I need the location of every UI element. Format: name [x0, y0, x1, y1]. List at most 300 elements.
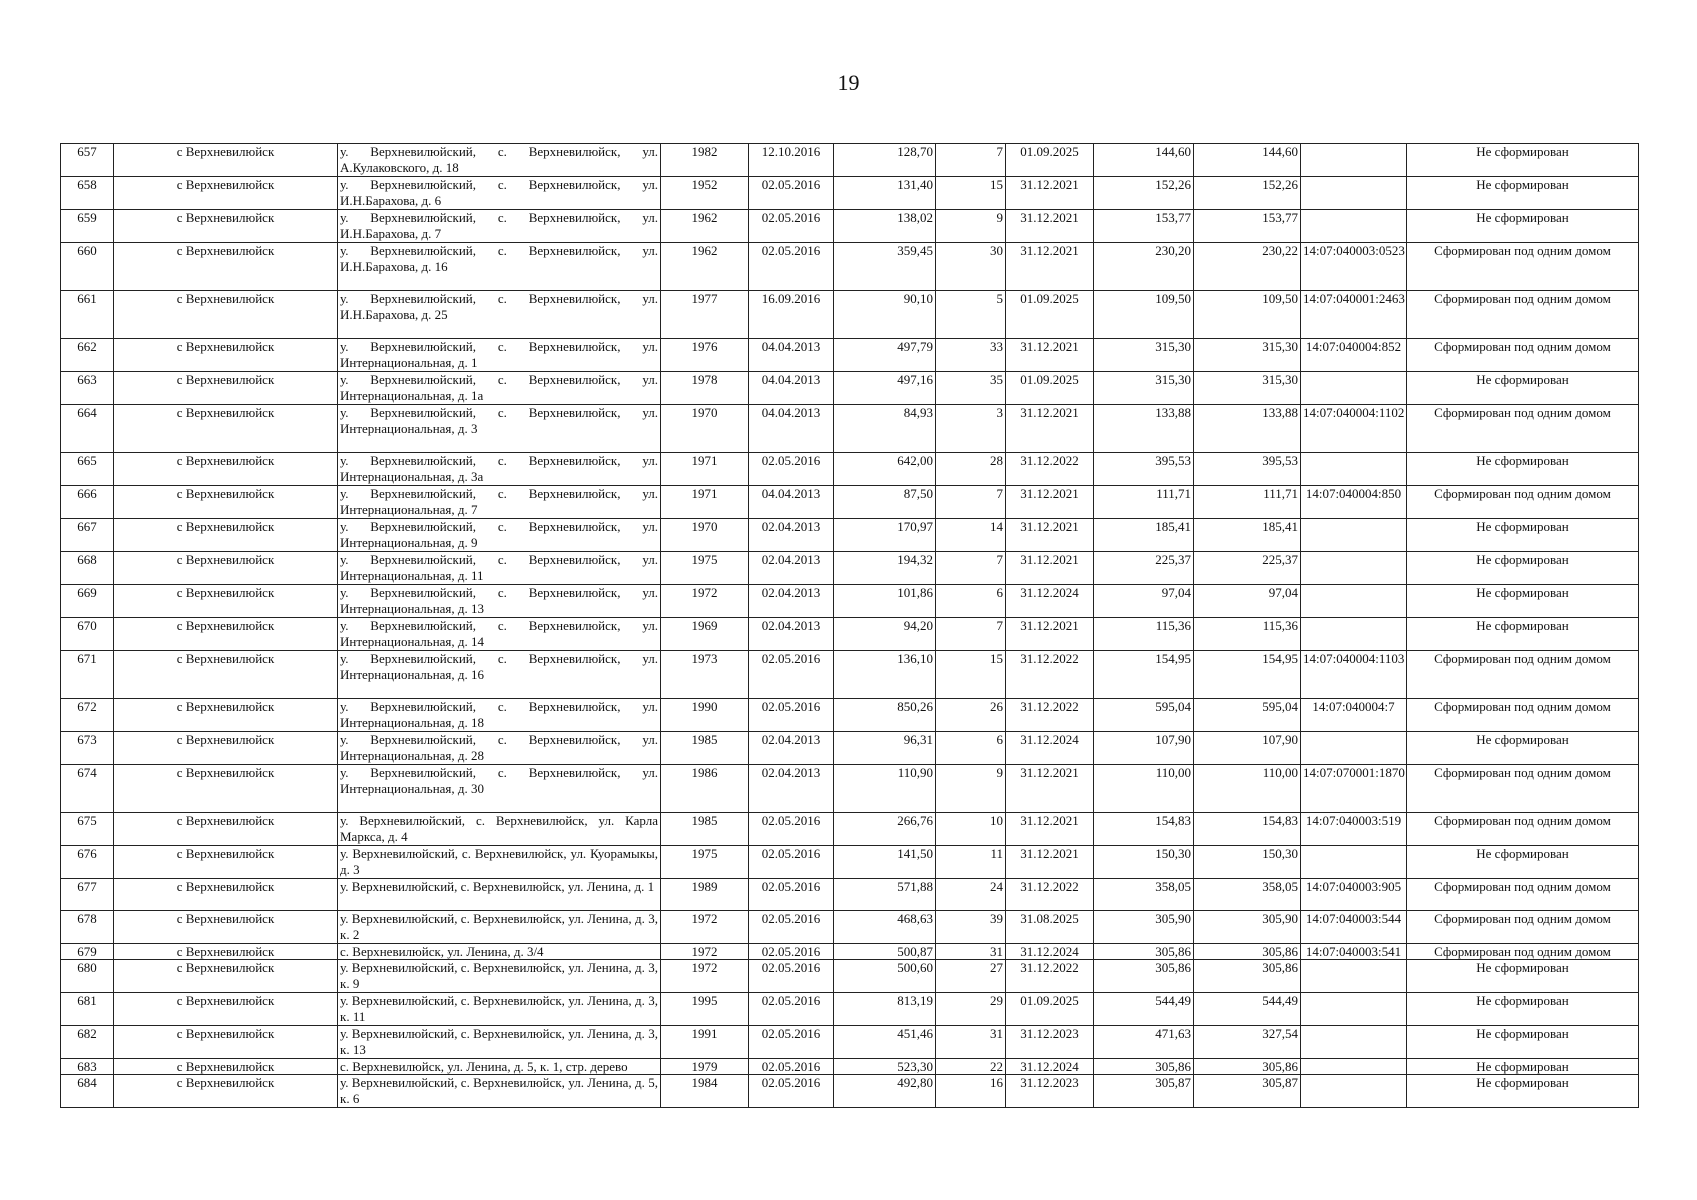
cell-status: Не сформирован: [1407, 177, 1639, 210]
cell-build-year: 1962: [661, 243, 749, 291]
table-row: [61, 846, 1639, 879]
cell-locality: с Верхневилюйск: [114, 993, 338, 1026]
cell-build-year: 1952: [661, 177, 749, 210]
cell-build-year: 1985: [661, 813, 749, 846]
cell-due-date: 31.12.2024: [1006, 732, 1094, 765]
cell-cadastral-number: [1301, 552, 1407, 585]
cell-amount-2: 154,83: [1194, 813, 1301, 846]
cell-record-date: 04.04.2013: [749, 372, 834, 405]
cell-amount-2: 230,22: [1194, 243, 1301, 291]
cell-due-date: 31.12.2021: [1006, 486, 1094, 519]
housing-registry-table: [60, 143, 1639, 1108]
cell-area: 131,40: [834, 177, 936, 210]
table-row: [61, 699, 1639, 732]
cell-record-date: 02.05.2016: [749, 453, 834, 486]
cell-status: Не сформирован: [1407, 585, 1639, 618]
cell-amount-2: 305,86: [1194, 960, 1301, 993]
cell-amount-1: 152,26: [1094, 177, 1194, 210]
cell-record-date: 16.09.2016: [749, 291, 834, 339]
cell-due-date: 31.12.2022: [1006, 453, 1094, 486]
cell-locality: с Верхневилюйск: [114, 585, 338, 618]
cell-row-number: 664: [61, 405, 114, 453]
cell-row-number: 683: [61, 1059, 114, 1075]
cell-cadastral-number: [1301, 177, 1407, 210]
cell-amount-2: 133,88: [1194, 405, 1301, 453]
cell-amount-2: 150,30: [1194, 846, 1301, 879]
cell-cadastral-number: 14:07:070001:1870: [1301, 765, 1407, 813]
cell-build-year: 1995: [661, 993, 749, 1026]
table-row: [61, 243, 1639, 291]
cell-address: у. Верхневилюйский, с. Верхневилюйск, ул. Интернациональная, д. 28: [338, 732, 661, 765]
page-number: 19: [837, 70, 860, 95]
table-row: [61, 944, 1639, 960]
cell-cadastral-number: [1301, 519, 1407, 552]
cell-row-number: 682: [61, 1026, 114, 1059]
cell-row-number: 681: [61, 993, 114, 1026]
cell-cadastral-number: 14:07:040003:544: [1301, 911, 1407, 944]
table-row: [61, 1075, 1639, 1108]
cell-address: у. Верхневилюйский, с. Верхневилюйск, ул. И.Н.Барахова, д. 16: [338, 243, 661, 291]
cell-address: у. Верхневилюйский, с. Верхневилюйск, ул. Интернациональная, д. 18: [338, 699, 661, 732]
cell-address: у. Верхневилюйский, с. Верхневилюйск, ул. Интернациональная, д. 1: [338, 339, 661, 372]
cell-build-year: 1972: [661, 944, 749, 960]
cell-row-number: 662: [61, 339, 114, 372]
cell-record-date: 02.04.2013: [749, 519, 834, 552]
cell-amount-1: 395,53: [1094, 453, 1194, 486]
table-row: [61, 1059, 1639, 1075]
cell-amount-2: 111,71: [1194, 486, 1301, 519]
cell-record-date: 02.05.2016: [749, 651, 834, 699]
cell-build-year: 1970: [661, 405, 749, 453]
cell-due-date: 31.12.2021: [1006, 177, 1094, 210]
cell-amount-1: 97,04: [1094, 585, 1194, 618]
cell-due-date: 01.09.2025: [1006, 993, 1094, 1026]
cell-build-year: 1979: [661, 1059, 749, 1075]
cell-locality: с Верхневилюйск: [114, 453, 338, 486]
cell-area: 138,02: [834, 210, 936, 243]
cell-amount-2: 395,53: [1194, 453, 1301, 486]
cell-status: Не сформирован: [1407, 144, 1639, 177]
cell-area: 128,70: [834, 144, 936, 177]
cell-status: Не сформирован: [1407, 1075, 1639, 1108]
cell-address: с. Верхневилюйск, ул. Ленина, д. 5, к. 1, стр. дерево: [338, 1059, 661, 1075]
cell-locality: с Верхневилюйск: [114, 618, 338, 651]
cell-area: 571,88: [834, 879, 936, 911]
cell-address: у. Верхневилюйский, с. Верхневилюйск, ул. Ленина, д. 5, к. 6: [338, 1075, 661, 1108]
cell-record-date: 04.04.2013: [749, 405, 834, 453]
cell-amount-1: 230,20: [1094, 243, 1194, 291]
cell-address: у. Верхневилюйский, с. Верхневилюйск, ул. Интернациональная, д. 1а: [338, 372, 661, 405]
cell-amount-1: 544,49: [1094, 993, 1194, 1026]
cell-build-year: 1990: [661, 699, 749, 732]
cell-amount-1: 595,04: [1094, 699, 1194, 732]
cell-cadastral-number: 14:07:040004:850: [1301, 486, 1407, 519]
cell-area: 359,45: [834, 243, 936, 291]
cell-build-year: 1972: [661, 960, 749, 993]
cell-resident-count: 5: [936, 291, 1006, 339]
cell-address: у. Верхневилюйский, с. Верхневилюйск, ул. Интернациональная, д. 14: [338, 618, 661, 651]
cell-amount-1: 305,90: [1094, 911, 1194, 944]
cell-build-year: 1989: [661, 879, 749, 911]
cell-cadastral-number: 14:07:040003:519: [1301, 813, 1407, 846]
cell-locality: с Верхневилюйск: [114, 699, 338, 732]
cell-area: 87,50: [834, 486, 936, 519]
cell-status: Не сформирован: [1407, 372, 1639, 405]
cell-record-date: 02.05.2016: [749, 960, 834, 993]
cell-cadastral-number: [1301, 1059, 1407, 1075]
cell-resident-count: 33: [936, 339, 1006, 372]
cell-cadastral-number: [1301, 993, 1407, 1026]
cell-amount-1: 133,88: [1094, 405, 1194, 453]
cell-build-year: 1973: [661, 651, 749, 699]
cell-cadastral-number: [1301, 618, 1407, 651]
cell-address: у. Верхневилюйский, с. Верхневилюйск, ул. А.Кулаковского, д. 18: [338, 144, 661, 177]
table-row: [61, 405, 1639, 453]
cell-build-year: 1971: [661, 486, 749, 519]
cell-row-number: 665: [61, 453, 114, 486]
cell-address: у. Верхневилюйский, с. Верхневилюйск, ул. И.Н.Барахова, д. 7: [338, 210, 661, 243]
cell-resident-count: 27: [936, 960, 1006, 993]
cell-build-year: 1984: [661, 1075, 749, 1108]
cell-row-number: 674: [61, 765, 114, 813]
cell-record-date: 04.04.2013: [749, 339, 834, 372]
cell-record-date: 02.05.2016: [749, 243, 834, 291]
cell-build-year: 1969: [661, 618, 749, 651]
cell-amount-2: 315,30: [1194, 339, 1301, 372]
cell-row-number: 673: [61, 732, 114, 765]
cell-cadastral-number: 14:07:040003:0523: [1301, 243, 1407, 291]
cell-locality: с Верхневилюйск: [114, 372, 338, 405]
cell-address: у. Верхневилюйский, с. Верхневилюйск, ул. Интернациональная, д. 3а: [338, 453, 661, 486]
cell-area: 813,19: [834, 993, 936, 1026]
cell-build-year: 1972: [661, 911, 749, 944]
cell-resident-count: 6: [936, 732, 1006, 765]
cell-amount-1: 315,30: [1094, 339, 1194, 372]
cell-address: у. Верхневилюйский, с. Верхневилюйск, ул. Интернациональная, д. 3: [338, 405, 661, 453]
cell-amount-1: 153,77: [1094, 210, 1194, 243]
cell-resident-count: 7: [936, 144, 1006, 177]
cell-amount-1: 154,83: [1094, 813, 1194, 846]
cell-row-number: 661: [61, 291, 114, 339]
cell-status: Сформирован под одним домом: [1407, 291, 1639, 339]
cell-status: Не сформирован: [1407, 1059, 1639, 1075]
cell-due-date: 01.09.2025: [1006, 372, 1094, 405]
table-row: [61, 879, 1639, 911]
cell-cadastral-number: 14:07:040004:1102: [1301, 405, 1407, 453]
cell-area: 170,97: [834, 519, 936, 552]
cell-amount-2: 97,04: [1194, 585, 1301, 618]
cell-address: у. Верхневилюйский, с. Верхневилюйск, ул. Ленина, д. 1: [338, 879, 661, 911]
cell-resident-count: 31: [936, 1026, 1006, 1059]
cell-area: 90,10: [834, 291, 936, 339]
cell-build-year: 1977: [661, 291, 749, 339]
cell-area: 266,76: [834, 813, 936, 846]
cell-record-date: 02.05.2016: [749, 1075, 834, 1108]
cell-resident-count: 6: [936, 585, 1006, 618]
cell-due-date: 31.08.2025: [1006, 911, 1094, 944]
cell-amount-1: 305,86: [1094, 1059, 1194, 1075]
cell-due-date: 31.12.2022: [1006, 651, 1094, 699]
cell-locality: с Верхневилюйск: [114, 651, 338, 699]
cell-amount-2: 595,04: [1194, 699, 1301, 732]
cell-amount-2: 225,37: [1194, 552, 1301, 585]
table-row: [61, 519, 1639, 552]
cell-address: у. Верхневилюйский, с. Верхневилюйск, ул. Интернациональная, д. 11: [338, 552, 661, 585]
cell-record-date: 02.05.2016: [749, 177, 834, 210]
cell-status: Не сформирован: [1407, 960, 1639, 993]
cell-address: у. Верхневилюйский, с. Верхневилюйск, ул. Интернациональная, д. 16: [338, 651, 661, 699]
cell-address: у. Верхневилюйский, с. Верхневилюйск, ул. Ленина, д. 3, к. 11: [338, 993, 661, 1026]
cell-locality: с Верхневилюйск: [114, 1075, 338, 1108]
cell-row-number: 671: [61, 651, 114, 699]
cell-build-year: 1982: [661, 144, 749, 177]
cell-due-date: 31.12.2024: [1006, 1059, 1094, 1075]
cell-build-year: 1962: [661, 210, 749, 243]
cell-locality: с Верхневилюйск: [114, 846, 338, 879]
cell-address: у. Верхневилюйский, с. Верхневилюйск, ул. Куорамыкы, д. 3: [338, 846, 661, 879]
cell-status: Не сформирован: [1407, 1026, 1639, 1059]
cell-amount-2: 358,05: [1194, 879, 1301, 911]
cell-address: у. Верхневилюйский, с. Верхневилюйск, ул. Ленина, д. 3, к. 9: [338, 960, 661, 993]
cell-status: Сформирован под одним домом: [1407, 813, 1639, 846]
table-row: [61, 1026, 1639, 1059]
cell-due-date: 31.12.2021: [1006, 765, 1094, 813]
cell-cadastral-number: [1301, 732, 1407, 765]
cell-area: 94,20: [834, 618, 936, 651]
cell-amount-2: 110,00: [1194, 765, 1301, 813]
cell-area: 497,79: [834, 339, 936, 372]
cell-record-date: 02.04.2013: [749, 552, 834, 585]
cell-amount-1: 305,87: [1094, 1075, 1194, 1108]
cell-row-number: 669: [61, 585, 114, 618]
cell-build-year: 1972: [661, 585, 749, 618]
cell-area: 497,16: [834, 372, 936, 405]
cell-resident-count: 28: [936, 453, 1006, 486]
cell-resident-count: 7: [936, 486, 1006, 519]
cell-resident-count: 16: [936, 1075, 1006, 1108]
cell-status: Не сформирован: [1407, 519, 1639, 552]
cell-record-date: 02.04.2013: [749, 765, 834, 813]
cell-address: у. Верхневилюйский, с. Верхневилюйск, ул. И.Н.Барахова, д. 25: [338, 291, 661, 339]
cell-amount-1: 315,30: [1094, 372, 1194, 405]
cell-amount-1: 115,36: [1094, 618, 1194, 651]
cell-locality: с Верхневилюйск: [114, 1026, 338, 1059]
cell-due-date: 31.12.2021: [1006, 339, 1094, 372]
cell-row-number: 679: [61, 944, 114, 960]
cell-record-date: 02.05.2016: [749, 879, 834, 911]
cell-area: 136,10: [834, 651, 936, 699]
cell-record-date: 02.05.2016: [749, 993, 834, 1026]
cell-cadastral-number: [1301, 372, 1407, 405]
cell-resident-count: 29: [936, 993, 1006, 1026]
cell-resident-count: 15: [936, 651, 1006, 699]
cell-area: 500,60: [834, 960, 936, 993]
cell-locality: с Верхневилюйск: [114, 243, 338, 291]
cell-due-date: 31.12.2023: [1006, 1026, 1094, 1059]
cell-locality: с Верхневилюйск: [114, 944, 338, 960]
cell-area: 492,80: [834, 1075, 936, 1108]
cell-amount-2: 185,41: [1194, 519, 1301, 552]
cell-row-number: 684: [61, 1075, 114, 1108]
table-row: [61, 585, 1639, 618]
cell-address: у. Верхневилюйский, с. Верхневилюйск, ул. Интернациональная, д. 9: [338, 519, 661, 552]
cell-locality: с Верхневилюйск: [114, 911, 338, 944]
cell-status: Сформирован под одним домом: [1407, 765, 1639, 813]
cell-cadastral-number: [1301, 846, 1407, 879]
cell-amount-2: 152,26: [1194, 177, 1301, 210]
table-row: [61, 552, 1639, 585]
table-row: [61, 960, 1639, 993]
cell-resident-count: 3: [936, 405, 1006, 453]
cell-record-date: 02.05.2016: [749, 210, 834, 243]
cell-amount-2: 107,90: [1194, 732, 1301, 765]
cell-area: 96,31: [834, 732, 936, 765]
cell-build-year: 1985: [661, 732, 749, 765]
cell-status: Сформирован под одним домом: [1407, 243, 1639, 291]
cell-cadastral-number: [1301, 210, 1407, 243]
cell-address: у. Верхневилюйский, с. Верхневилюйск, ул. Интернациональная, д. 30: [338, 765, 661, 813]
cell-row-number: 658: [61, 177, 114, 210]
cell-row-number: 670: [61, 618, 114, 651]
cell-area: 194,32: [834, 552, 936, 585]
table-row: [61, 486, 1639, 519]
cell-area: 468,63: [834, 911, 936, 944]
cell-due-date: 01.09.2025: [1006, 291, 1094, 339]
cell-due-date: 31.12.2024: [1006, 585, 1094, 618]
cell-due-date: 31.12.2022: [1006, 879, 1094, 911]
cell-record-date: 02.05.2016: [749, 846, 834, 879]
cell-status: Сформирован под одним домом: [1407, 879, 1639, 911]
cell-locality: с Верхневилюйск: [114, 732, 338, 765]
cell-amount-2: 144,60: [1194, 144, 1301, 177]
cell-locality: с Верхневилюйск: [114, 144, 338, 177]
cell-amount-1: 185,41: [1094, 519, 1194, 552]
cell-amount-2: 305,86: [1194, 1059, 1301, 1075]
cell-amount-1: 154,95: [1094, 651, 1194, 699]
cell-row-number: 668: [61, 552, 114, 585]
cell-locality: с Верхневилюйск: [114, 291, 338, 339]
cell-amount-1: 144,60: [1094, 144, 1194, 177]
cell-amount-2: 305,90: [1194, 911, 1301, 944]
cell-status: Сформирован под одним домом: [1407, 699, 1639, 732]
cell-locality: с Верхневилюйск: [114, 405, 338, 453]
cell-resident-count: 11: [936, 846, 1006, 879]
cell-locality: с Верхневилюйск: [114, 339, 338, 372]
cell-due-date: 31.12.2021: [1006, 552, 1094, 585]
cell-locality: с Верхневилюйск: [114, 879, 338, 911]
table-row: [61, 651, 1639, 699]
cell-locality: с Верхневилюйск: [114, 519, 338, 552]
cell-area: 110,90: [834, 765, 936, 813]
cell-row-number: 678: [61, 911, 114, 944]
cell-row-number: 660: [61, 243, 114, 291]
table-row: [61, 813, 1639, 846]
cell-amount-2: 544,49: [1194, 993, 1301, 1026]
cell-amount-1: 471,63: [1094, 1026, 1194, 1059]
cell-due-date: 31.12.2022: [1006, 960, 1094, 993]
cell-cadastral-number: [1301, 585, 1407, 618]
cell-locality: с Верхневилюйск: [114, 765, 338, 813]
cell-amount-2: 109,50: [1194, 291, 1301, 339]
cell-amount-1: 107,90: [1094, 732, 1194, 765]
cell-record-date: 02.05.2016: [749, 1026, 834, 1059]
cell-address: с. Верхневилюйск, ул. Ленина, д. 3/4: [338, 944, 661, 960]
table-row: [61, 372, 1639, 405]
cell-amount-2: 305,87: [1194, 1075, 1301, 1108]
cell-build-year: 1970: [661, 519, 749, 552]
cell-record-date: 02.05.2016: [749, 911, 834, 944]
cell-build-year: 1975: [661, 846, 749, 879]
cell-resident-count: 39: [936, 911, 1006, 944]
cell-cadastral-number: [1301, 453, 1407, 486]
table-row: [61, 177, 1639, 210]
cell-amount-1: 358,05: [1094, 879, 1194, 911]
table-row: [61, 144, 1639, 177]
cell-record-date: 02.05.2016: [749, 699, 834, 732]
cell-area: 451,46: [834, 1026, 936, 1059]
cell-area: 850,26: [834, 699, 936, 732]
cell-record-date: 02.04.2013: [749, 585, 834, 618]
cell-row-number: 676: [61, 846, 114, 879]
cell-status: Сформирован под одним домом: [1407, 911, 1639, 944]
cell-record-date: 02.05.2016: [749, 1059, 834, 1075]
cell-status: Не сформирован: [1407, 993, 1639, 1026]
cell-record-date: 02.04.2013: [749, 618, 834, 651]
cell-resident-count: 15: [936, 177, 1006, 210]
cell-status: Не сформирован: [1407, 846, 1639, 879]
cell-resident-count: 31: [936, 944, 1006, 960]
cell-amount-2: 153,77: [1194, 210, 1301, 243]
cell-resident-count: 14: [936, 519, 1006, 552]
cell-area: 101,86: [834, 585, 936, 618]
cell-row-number: 677: [61, 879, 114, 911]
cell-address: у. Верхневилюйский, с. Верхневилюйск, ул. Ленина, д. 3, к. 2: [338, 911, 661, 944]
cell-locality: с Верхневилюйск: [114, 486, 338, 519]
cell-build-year: 1986: [661, 765, 749, 813]
cell-locality: с Верхневилюйск: [114, 813, 338, 846]
cell-record-date: 04.04.2013: [749, 486, 834, 519]
cell-cadastral-number: [1301, 960, 1407, 993]
cell-resident-count: 10: [936, 813, 1006, 846]
cell-status: Сформирован под одним домом: [1407, 405, 1639, 453]
cell-status: Не сформирован: [1407, 732, 1639, 765]
cell-amount-1: 109,50: [1094, 291, 1194, 339]
cell-area: 84,93: [834, 405, 936, 453]
cell-address: у. Верхневилюйский, с. Верхневилюйск, ул. Карла Маркса, д. 4: [338, 813, 661, 846]
cell-cadastral-number: [1301, 1075, 1407, 1108]
cell-locality: с Верхневилюйск: [114, 960, 338, 993]
cell-resident-count: 24: [936, 879, 1006, 911]
cell-status: Сформирован под одним домом: [1407, 944, 1639, 960]
cell-due-date: 31.12.2021: [1006, 243, 1094, 291]
cell-due-date: 31.12.2021: [1006, 519, 1094, 552]
cell-cadastral-number: [1301, 144, 1407, 177]
cell-locality: с Верхневилюйск: [114, 1059, 338, 1075]
cell-cadastral-number: [1301, 1026, 1407, 1059]
cell-resident-count: 30: [936, 243, 1006, 291]
cell-area: 523,30: [834, 1059, 936, 1075]
table-row: [61, 339, 1639, 372]
cell-due-date: 31.12.2021: [1006, 405, 1094, 453]
cell-cadastral-number: 14:07:040003:905: [1301, 879, 1407, 911]
cell-due-date: 31.12.2021: [1006, 846, 1094, 879]
cell-row-number: 659: [61, 210, 114, 243]
cell-row-number: 663: [61, 372, 114, 405]
cell-cadastral-number: 14:07:040004:1103: [1301, 651, 1407, 699]
cell-locality: с Верхневилюйск: [114, 552, 338, 585]
cell-build-year: 1978: [661, 372, 749, 405]
cell-status: Не сформирован: [1407, 210, 1639, 243]
